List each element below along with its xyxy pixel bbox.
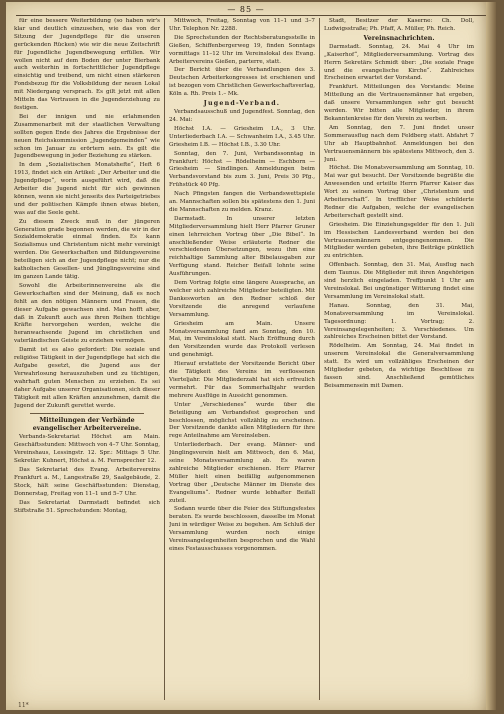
article-paragraph: Frankfurt. Mitteilungen des Vorstands: Meine Mitteilung an die Vertrauensmänner hat ergeben, daß unsere Versammlungen sehr gut besucht werden. Wir bitten alle Mitglieder, in ihrem Bekanntenkreise für den Verein zu werben. [324, 84, 474, 122]
section-heading: Mitteilungen der Verbände evangelischer Arbeitervereine. [32, 417, 142, 433]
article-paragraph: Am Sonntag, den 7. Juni findet unser Sommerausflug nach dem Feldberg statt. Abfahrt 7 Uhr ab Hauptbahnhof. Anmeldungen bei den Vertrauensmännern bis spätestens Mittwoch, den 3. Juni. [324, 124, 474, 163]
article-paragraph: Die Sprechstunden der Rechtsberatungsstelle in Gießen, Schiffenbergerweg 19, finden Sonntags vormittags 11–12 Uhr im Vereinslokal des Evang. Arbeitervereins Gießen, parterre, statt. [169, 34, 315, 65]
article-paragraph: Verbandsausschuß und Jugendfest. Sonntag, den 24. Mai: [169, 109, 315, 123]
article-paragraph: Dem Vortrag folgte eine längere Aussprache, an welcher sich zahlreiche Mitglieder beteiligten. Mit Dankesworten an den Redner schloß der Vorsitzende die anregend verlaufene Versammlung. [169, 280, 315, 318]
article-paragraph: Nach Pfingsten fangen die Verbandswettspiele an. Mannschaften sollen bis spätestens den 1. Juni die Mannschaften zu melden. Kranz. [169, 191, 315, 213]
article-paragraph: Das Sekretariat Darmstadt befindet sich Stiftstraße 51. Sprechstunden: Montag, [14, 499, 160, 514]
header-rule [16, 15, 486, 16]
article-paragraph: Sodann wurde über die Feier des Stiftungsfestes beraten. Es wurde beschlossen, dasselbe im Monat Juni in würdiger Weise zu begehen. Am Schluß der Versammlung wurden noch einige Vereinsangelegenheiten besprochen und die Wahl eines Festausschusses vorgenommen. [169, 506, 315, 552]
article-paragraph: Hanau. Sonntag, den 31. Mai, Monatsversammlung im Vereinslokal. Tagesordnung: 1. Vortrag; 2. Vereinsangelegenheiten; 3. Verschiedenes. Um zahlreiches Erscheinen bittet der Vorstand. [324, 302, 474, 341]
article-paragraph: Zu diesem Zweck muß in der jüngeren Generation grade begonnen werden, die wir in der Sozialdemokratie einmal finden. Es kann Sozialismus und Christentum nicht mehr vereinigt werden. Die Gewerkschaften und Bildungsvereine beteiligen sich an der Jugendpflege nicht; nur die katholischen Gesellen- und Jünglingsvereine sind im ganzen Lande tätig. [14, 218, 160, 280]
newspaper-page [6, 2, 496, 710]
article-paragraph: Hierauf erstattete der Vorsitzende Bericht über die Tätigkeit des Vereins im verflossenen Vierteljahr. Die Mitgliederzahl hat sich erfreulich vermehrt. Für das Sommerhalbjahr wurden mehrere Ausflüge in Aussicht genommen. [169, 361, 315, 399]
article-paragraph: Verbands-Sekretariat Höchst am Main. Geschäftsstunden: Mittwoch von 4–7 Uhr. Sonntag, Vereinshaus, Lessingstr. 12. Spr.: Mittags 5 Uhr. Sekretär: Kuhnert, Höchst a. M. Fernsprecher 12. [14, 434, 160, 465]
section-heading: Jugend-Verband. [203, 100, 281, 108]
article-paragraph: Unter „Verschiedenes“ wurde über die Beteiligung am Verbandsfest gesprochen und beschlossen, möglichst vollzählig zu erscheinen. Der Vorsitzende dankte allen Mitgliedern für ihre rege Anteilnahme am Vereinsleben. [169, 401, 315, 440]
article-paragraph: Mittwoch, Freitag, Sonntag von 11–1 und 3–7 Uhr. Telephon Nr. 2288. [169, 18, 315, 32]
column-divider [319, 18, 320, 700]
article-paragraph: Höchst I.A. — Griesheim I.A., 3 Uhr. Unterliederbach I.A. — Schwanheim I.A., 3.45 Uhr. Griesheim I.B. — Höchst I.B., 3.30 Uhr. [169, 125, 315, 148]
article-paragraph: Rödelheim. Am Sonntag, 24. Mai findet in unserem Vereinslokal die Generalversammlung statt. Es wird um vollzähliges Erscheinen der Mitglieder gebeten, da wichtige Beschlüsse zu fassen sind. Anschließend gemütliches Beisammensein mit Damen. [324, 343, 474, 389]
article-paragraph: Bei der innigen und nie erlahmenden Zusammenarbeit mit der staatlichen Verwaltung sollten gegen Ende des Jahres die Ergebnisse der neuen Reichskommission „Jugendgemeinden“ wie schon im Januar zu erörtern sein. Es gilt die Jugendbewegung in jeder Beziehung zu stärken. [14, 113, 160, 160]
article-paragraph: Sonntag, den 7. Juni, Verbandssonntag in Frankfurt: Höchst — Rödelheim — Eschborn — Griesheim — Sindlingen. Anmeldungen beim Verbandsvorstand bis zum 3. Juni, Preis 30 Pfg., Frühstück 40 Pfg. [169, 150, 315, 189]
article-paragraph: Höchst. Die Monatsversammlung am Sonntag, 10. Mai war gut besucht. Der Vorsitzende begrüßte die Anwesenden und erteilte Herrn Pfarrer Kaiser das Wort zu seinem Vortrag über „Christentum und Arbeiterschaft“. In trefflicher Weise schilderte Redner die Aufgaben, welche der evangelischen Arbeiterschaft gestellt sind. [324, 165, 474, 219]
article-paragraph: Der Bericht über die Verhandlungen des 3. Deutschen Arbeiterkongresses ist erschienen und ist bezogen vom Christlichen Gewerkschaftsverlag, Köln a. Rh. Preis 1.– Mk. [169, 67, 315, 98]
article-paragraph: Das Sekretariat des Evang. Arbeitervereins Frankfurt a. M., Langestraße 29, Saalgebäude, 2. Stock, hält seine Geschäftsstunden: Dienstag, Donnerstag, Freitag von 11–1 und 5–7 Uhr. [14, 467, 160, 497]
article-paragraph: Stadt, Besitzer der Kaserne: Ch. Doll, Ludwigsstraße; Ph. Pfaff, A. Müller, Ph. Reich. [324, 18, 474, 32]
article-paragraph: Offenbach. Sonntag, den 31. Mai, Ausflug nach dem Taunus. Die Mitglieder mit ihren Angehörigen sind herzlich eingeladen. Treffpunkt 1 Uhr am Vereinslokal. Bei ungünstiger Witterung findet eine Versammlung im Vereinslokal statt. [324, 262, 474, 300]
column-1 [14, 18, 160, 698]
footer-mark: 11* [18, 702, 29, 709]
section-heading: Vereinsnachrichten. [363, 34, 435, 42]
section-separator [30, 413, 144, 414]
article-paragraph: Griesheim am Main. Unsere Monatsversammlung fand am Sonntag, den 10. Mai, im Vereinslokal statt. Nach Eröffnung durch den Vorsitzenden wurde das Protokoll verlesen und genehmigt. [169, 320, 315, 359]
page-edge-shadow [486, 2, 496, 710]
article-paragraph: Darmstadt. Sonntag, 24. Mai 4 Uhr im „Kaiserhof“, Mitgliederversammlung. Vortrag des Herrn Sekretärs Schmidt über: „Die soziale Frage und die evangelische Kirche“. Zahlreiches Erscheinen erwartet der Vorstand. [324, 43, 474, 82]
article-paragraph: Damit ist es also gefordert: Die soziale und religiöse Tätigkeit in der Jugendpflege hat sich die Aufgabe gesetzt, die Jugend aus der Verwahrlosung herauszuheben und zu tüchtigen, wahrhaft guten Menschen zu erziehen. Es sei daher Aufgabe unserer Organisationen, sich dieser Tätigkeit mit allen Kräften anzunehmen, damit die Jugend der Zukunft gerettet werde. [14, 347, 160, 409]
article-paragraph: In dem „Sozialistischen Monatshefte“, Heft 6 1913, findet sich ein Artikel: „Der Arbeiter und die Jugendpflege“, worin ausgeführt wird, daß die Arbeiter die Jugend nicht für sich gewinnen können, wenn sie nicht jenseits des Parteigetriebes und der politischen Kämpfe ihnen etwas bieten, was auf die Seele geht. [14, 162, 160, 216]
article-paragraph: für eine bessere Weiterbildung (so haben wir's klar und deutlich einzusehen, wie das von der Sitzung der Jugendpflege für die unseren gerückenden Rücken) wie wir die neue Zeitschrift für Jugendliche Jugendbewegung erfüllen. Wir wollen nicht auf dem Boden der unter Bierbank auch weiterhin in fortschrittlicher Jugendpflege einsichtig und treibend, um nicht einen stärkeren Fondsbezug für die Volksbildung der neuen Lokal mit Niedergang versprach. Es gilt jetzt mit allen Mitteln das Vertrauen in die Jugenderziehung zu festigen. [14, 18, 160, 111]
article-paragraph: Sowohl die Arbeiterinnenvereine als die Gewerkschaften sind der Meinung, daß es noch fehlt an den nötigen Männern und Frauen, die dieser Aufgabe gewachsen sind. Man hofft aber, daß in Zukunft auch aus ihren Reihen tüchtige Kräfte hervorgehen werden, welche die heranwachsende Jugend im christlichen und vaterländischen Geiste zu erziehen vermögen. [14, 282, 160, 345]
article-paragraph: Griesheim. Die Einziehungsgelder für den 1. Juli im Hessischen Landesverband werden bei den Vertrauensmännern entgegengenommen. Die Mitglieder werden gebeten, ihre Beiträge pünktlich zu entrichten. [324, 221, 474, 260]
article-paragraph: Unterliederbach. Der evang. Männer- und Jünglingsverein hielt am Mittwoch, den 6. Mai, seine Monatsversammlung ab. Es waren zahlreiche Mitglieder erschienen. Herr Pfarrer Müller hielt einen beifällig aufgenommenen Vortrag über „Deutsche Männer im Dienste des Evangeliums“. Redner wurde lebhafter Beifall zuteil. [169, 442, 315, 504]
column-divider [164, 18, 165, 700]
column-3 [324, 18, 474, 698]
page-number: — 85 — [227, 5, 265, 14]
column-2 [169, 18, 315, 698]
article-paragraph: Darmstadt. In unserer letzten Mitgliederversammlung hielt Herr Pfarrer Gruner einen lehrreichen Vortrag über „Die Bibel“. In anschließender Weise erläuterte Redner die verschiedenen Übersetzungen, wozu ihm eine reichhaltige Sammlung alter Bibelausgaben zur Verfügung stand. Reicher Beifall lohnte seine Ausführungen. [169, 215, 315, 278]
